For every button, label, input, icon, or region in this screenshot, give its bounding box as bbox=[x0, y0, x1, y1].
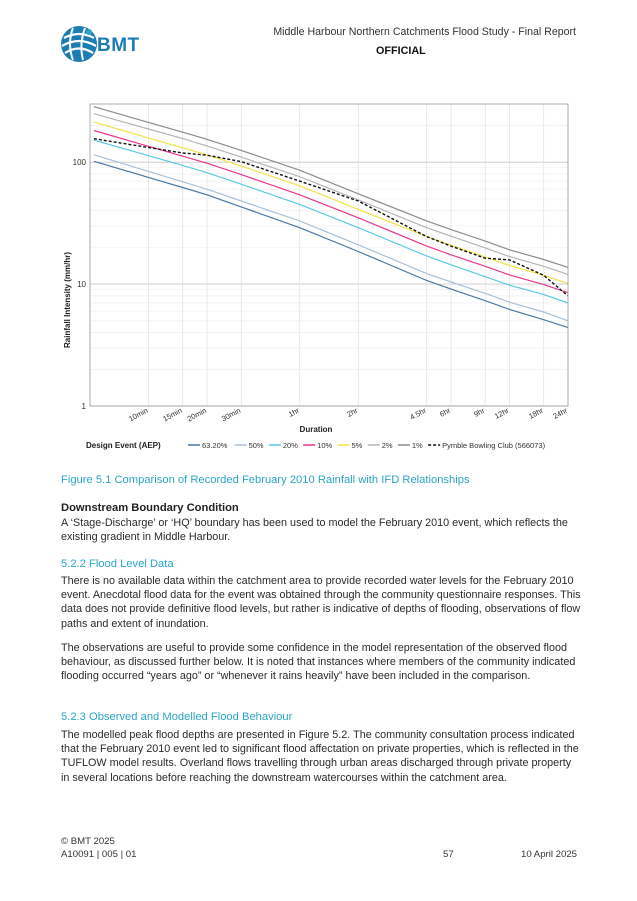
chart-grid bbox=[90, 104, 568, 406]
legend-label-5: 2% bbox=[381, 441, 393, 450]
boundary-paragraph: A ‘Stage-Discharge’ or ‘HQ’ boundary has been used to model the February 2010 event, which reflects the existing gradient in Middle Harbour. bbox=[61, 517, 568, 544]
series-line-6 bbox=[94, 107, 568, 268]
x-tick-label: 20min bbox=[185, 405, 208, 424]
y-tick-labels bbox=[73, 158, 87, 411]
series-line-2 bbox=[94, 140, 568, 303]
section-522-para1: There is no available data within the catchment area to provide recorded water levels for the February 2010 event. Anecdotal flood data for the event was obtained through the community questionnaire responses. This data does not provide definitive flood levels, but rather is indicative of depths of flooding, observations of flow paths and extent of inundation. bbox=[61, 575, 581, 630]
section-522-para2: The observations are useful to provide some confidence in the model representation of the observed flood behaviour, as discussed further below. It is noted that instances where members of the community indicated flooding occurred “years ago” or “whenever it rains heavily” have been included in the comparison. bbox=[61, 642, 576, 683]
x-tick-label: 24hr bbox=[551, 405, 569, 421]
footer-doc-ref: A10091 | 005 | 01 bbox=[61, 849, 137, 860]
legend-label-1: 50% bbox=[248, 441, 264, 450]
series-line-5 bbox=[94, 114, 568, 275]
legend-title: Design Event (AEP) bbox=[86, 441, 161, 450]
x-tick-label: 9hr bbox=[472, 405, 487, 419]
classification-label: OFFICIAL bbox=[376, 45, 426, 57]
section-522-heading: 5.2.2 Flood Level Data bbox=[61, 558, 174, 570]
bmt-logo bbox=[59, 22, 155, 68]
report-title: Middle Harbour Northern Catchments Flood Study - Final Report bbox=[273, 26, 576, 38]
x-tick-label: 6hr bbox=[438, 405, 452, 419]
legend-label-0: 63.20% bbox=[202, 441, 228, 450]
y-axis-label: Rainfall Intensity (mm/hr) bbox=[63, 251, 72, 349]
x-tick-label: 10min bbox=[127, 405, 150, 424]
boundary-heading: Downstream Boundary Condition bbox=[61, 502, 239, 514]
y-tick-label: 1 bbox=[81, 402, 86, 411]
x-tick-label: 18hr bbox=[527, 405, 545, 421]
x-tick-label: 12hr bbox=[492, 405, 511, 421]
x-tick-label: 4.5hr bbox=[408, 405, 428, 422]
plot-border bbox=[90, 104, 568, 406]
footer-page-number: 57 bbox=[443, 849, 454, 860]
chart-legend bbox=[86, 441, 546, 450]
x-tick-label: 15min bbox=[161, 405, 184, 424]
section-523-para1: The modelled peak flood depths are presented in Figure 5.2. The community consultation process indicated that the February 2010 event led to significant flood affectation on private properties, which is reflected in the TUFLOW model results. Overland flows travelling through urban areas discharged through private property in several locations before reaching the downstream watercourses within the catchment area. bbox=[61, 729, 579, 784]
figure-caption: Figure 5.1 Comparison of Recorded February 2010 Rainfall with IFD Relationships bbox=[61, 474, 470, 486]
footer-date: 10 April 2025 bbox=[521, 849, 578, 860]
series-line-0 bbox=[94, 161, 568, 327]
y-tick-label: 100 bbox=[72, 158, 86, 168]
chart-series bbox=[94, 107, 568, 328]
section-523-heading: 5.2.3 Observed and Modelled Flood Behaviour bbox=[61, 711, 293, 723]
x-tick-label: 2hr bbox=[345, 405, 360, 419]
series-line-4 bbox=[94, 122, 568, 284]
x-tick-labels bbox=[127, 406, 569, 424]
y-tick-label: 10 bbox=[77, 280, 86, 290]
x-tick-label: 30min bbox=[219, 405, 243, 424]
bmt-globe-icon bbox=[59, 24, 99, 64]
logo-text: BMT bbox=[97, 35, 140, 56]
legend-label-7: Pymble Bowling Club (566073) bbox=[442, 441, 546, 450]
footer-copyright: © BMT 2025 bbox=[61, 836, 115, 847]
legend-label-2: 20% bbox=[282, 441, 298, 450]
rainfall-ifd-chart bbox=[56, 100, 576, 460]
legend-label-4: 5% bbox=[351, 441, 363, 450]
x-axis-label: Duration bbox=[299, 425, 333, 434]
x-tick-label: 1hr bbox=[286, 405, 301, 419]
legend-label-6: 1% bbox=[411, 441, 423, 450]
legend-label-3: 10% bbox=[317, 441, 333, 450]
series-line-3 bbox=[94, 131, 568, 293]
